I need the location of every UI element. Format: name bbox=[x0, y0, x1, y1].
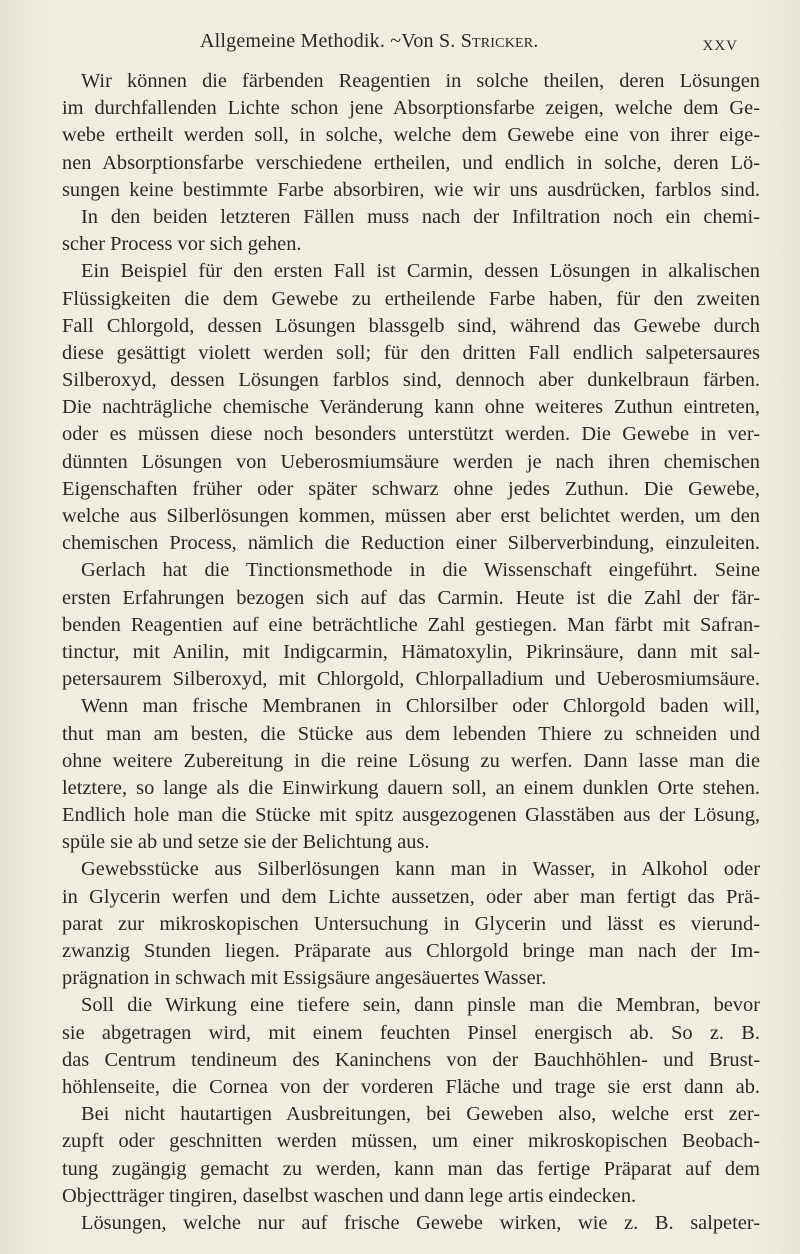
text-line: Flüssigkeiten die dem Gewebe zu ertheilende Farbe haben, für den zweiten bbox=[62, 287, 760, 310]
text-line: ohne weitere Zubereitung in die reine Lösung zu werfen. Dann lasse man die bbox=[62, 749, 760, 772]
text-line: In den beiden letzteren Fällen muss nach der Infiltration noch ein chemi- bbox=[81, 205, 760, 228]
text-line: thut man am besten, die Stücke aus dem lebenden Thiere zu schneiden und bbox=[62, 722, 760, 745]
text-line: Bei nicht hautartigen Ausbreitungen, bei Geweben also, welche erst zer- bbox=[81, 1103, 760, 1126]
text-line: oder es müssen diese noch besonders unterstützt werden. Die Gewebe in ver- bbox=[62, 423, 760, 446]
text-line: letztere, so lange als die Einwirkung dauern soll, an einem dunklen Orte stehen. bbox=[62, 776, 760, 799]
running-head bbox=[200, 30, 539, 53]
text-line: tinctur, mit Anilin, mit Indigcarmin, Hämatoxylin, Pikrinsäure, dann mit sal- bbox=[62, 640, 760, 663]
text-line: Fall Chlorgold, dessen Lösungen blassgelb sind, während das Gewebe durch bbox=[62, 314, 760, 337]
text-line: ersten Erfahrungen bezogen sich auf das Carmin. Heute ist die Zahl der fär- bbox=[62, 586, 760, 609]
text-line: Gerlach hat die Tinctionsmethode in die Wissenschaft eingeführt. Seine bbox=[81, 559, 760, 582]
text-line: Eigenschaften früher oder später schwarz ohne jedes Zuthun. Die Gewebe, bbox=[62, 477, 760, 500]
text-line: webe ertheilt werden soll, in solche, welche dem Gewebe eine von ihrer eige- bbox=[62, 124, 760, 147]
text-line: parat zur mikroskopischen Untersuchung in Glycerin und lässt es vierund- bbox=[62, 912, 760, 935]
page-number: XXV bbox=[702, 38, 738, 54]
text-line: tung zugängig gemacht zu werden, kann man das fertige Präparat auf dem bbox=[62, 1157, 760, 1180]
text-line: in Glycerin werfen und dem Lichte aussetzen, oder aber man fertigt das Prä- bbox=[62, 885, 760, 908]
text-line: diese gesättigt violett werden soll; für den dritten Fall endlich salpetersaures bbox=[62, 341, 760, 364]
text-line: nen Absorptionsfarbe verschiedene ertheilen, und endlich in solche, deren Lö- bbox=[62, 151, 760, 174]
text-line: prägnation in schwach mit Essigsäure angesäuertes Wasser. bbox=[62, 967, 547, 990]
text-line: Soll die Wirkung eine tiefere sein, dann pinsle man die Membran, bevor bbox=[81, 994, 760, 1017]
text-line: Silberoxyd, dessen Lösungen farblos sind, dennoch aber dunkelbraun färben. bbox=[62, 369, 760, 392]
body-text bbox=[62, 68, 760, 1237]
running-head-title: Allgemeine Methodik. ~Von S. bbox=[200, 30, 461, 52]
text-line: petersaurem Silberoxyd, mit Chlorgold, Chlorpalladium und Ueberosmiumsäure. bbox=[62, 668, 760, 691]
text-line: Objectträger tingiren, daselbst waschen und dann lege artis eindecken. bbox=[62, 1184, 637, 1207]
text-line: Ein Beispiel für den ersten Fall ist Carmin, dessen Lösungen in alkalischen bbox=[81, 260, 760, 283]
text-line: Wir können die färbenden Reagentien in solche theilen, deren Lösungen bbox=[81, 70, 760, 92]
text-line: zupft oder geschnitten werden müssen, um einer mikroskopischen Beobach- bbox=[62, 1130, 760, 1153]
text-line: das Centrum tendineum des Kaninchens von der Bauchhöhlen- und Brust- bbox=[62, 1048, 760, 1071]
text-line: sie abgetragen wird, mit einem feuchten Pinsel energisch ab. So z. B. bbox=[62, 1021, 760, 1044]
text-line: benden Reagentien auf eine beträchtliche Zahl gestiegen. Man färbt mit Safran- bbox=[62, 613, 760, 636]
text-line: Gewebsstücke aus Silberlösungen kann man in Wasser, in Alkohol oder bbox=[81, 858, 760, 881]
text-line: sungen keine bestimmte Farbe absorbiren, wie wir uns ausdrücken, farblos sind. bbox=[62, 178, 760, 201]
text-line: im durchfallenden Lichte schon jene Absorptionsfarbe zeigen, welche dem Ge- bbox=[62, 97, 760, 120]
text-line: Die nachträgliche chemische Veränderung kann ohne weiteres Zuthun eintreten, bbox=[62, 396, 760, 419]
text-line: Wenn man frische Membranen in Chlorsilber oder Chlorgold baden will, bbox=[81, 695, 760, 718]
text-line: Lösungen, welche nur auf frische Gewebe wirken, wie z. B. salpeter- bbox=[81, 1211, 760, 1234]
text-line: welche aus Silberlösungen kommen, müssen aber erst belichtet werden, um den bbox=[62, 505, 760, 527]
text-line: Endlich hole man die Stücke mit spitz ausgezogenen Glasstäben aus der Lösung, bbox=[62, 804, 760, 827]
text-line: chemischen Process, nämlich die Reduction einer Silberverbindung, einzuleiten. bbox=[62, 532, 760, 555]
text-line: spüle sie ab und setze sie der Belichtung aus. bbox=[62, 831, 430, 854]
text-line: dünnten Lösungen von Ueberosmiumsäure werden je nach ihren chemischen bbox=[62, 450, 760, 473]
text-line: zwanzig Stunden liegen. Präparate aus Chlorgold bringe man nach der Im- bbox=[62, 940, 760, 962]
text-line: höhlenseite, die Cornea von der vorderen Fläche und trage sie erst dann ab. bbox=[62, 1075, 760, 1098]
running-head-author: Stricker. bbox=[460, 30, 539, 52]
text-line: scher Process vor sich gehen. bbox=[62, 233, 302, 256]
